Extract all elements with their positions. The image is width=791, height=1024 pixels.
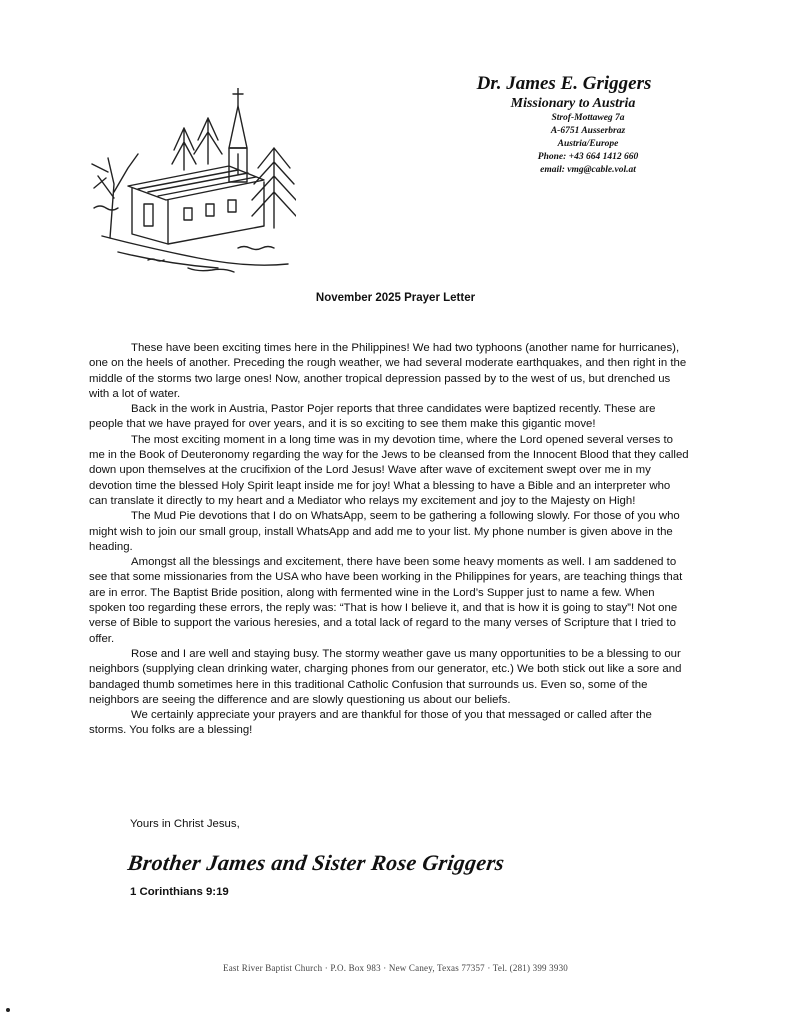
paragraph: Rose and I are well and staying busy. The stormy weather gave us many opportunities to be a blessing to our neighbors (supplying clean drinking water, charging phones from our generator, etc.) We both stick out like a sore and bandaged thumb sometimes here in this traditional Catholic Confusion that surrounds us. Even so, some of the neighbors are seeing the difference and are slowly questioning us about our beliefs. xyxy=(89,647,682,706)
scripture-reference: 1 Corinthians 9:19 xyxy=(130,886,229,898)
paragraph: The Mud Pie devotions that I do on WhatsApp, seem to be gathering a following slowly. For those of you who might wish to join our small group, install WhatsApp and add me to your list. My phone number is given above in the heading. xyxy=(89,510,680,553)
paragraph: These have been exciting times here in the Philippines! We had two typhoons (another name for hurricanes), one on the heels of another. Preceding the rough weather, we had several moderate earthquakes, and then right in the middle of the storms two large ones! Now, another tropical depression passed by to the west of us, but drenched us with a lot of water. xyxy=(89,342,687,400)
sender-role: Missionary to Austria xyxy=(510,96,636,111)
church-footer: East River Baptist Church · P.O. Box 983 · New Caney, Texas 77357 · Tel. (281) 399 3930 xyxy=(223,963,568,973)
email-address: email: vmg@cable.vol.at xyxy=(540,165,636,175)
paragraph: We certainly appreciate your prayers and are thankful for those of you that messaged or called after the storms. You folks are a blessing! xyxy=(89,709,652,737)
church-sketch-illustration xyxy=(88,88,296,274)
scan-mark xyxy=(6,1008,10,1012)
address-line-2: A-6751 Ausserbraz xyxy=(550,126,626,136)
paragraph: The most exciting moment in a long time was in my devotion time, where the Lord opened several verses to me in the Book of Deuteronomy regarding the way for the Jews to be cleansed from the Innocent Blood that they called down upon themselves at the crucifixion of the Lord Jesus! Wave after wave of excitement swept over me in my devotion time the blessed Holy Spirit leapt inside me for joy! What a blessing to have a Bible and an interpreter who can translate it directly to my heart and a Mediator who relays my excitement and joy to the Majesty on High! xyxy=(89,433,689,507)
letter-title: November 2025 Prayer Letter xyxy=(315,292,476,304)
sender-name: Dr. James E. Griggers xyxy=(476,73,652,94)
paragraph: Amongst all the blessings and excitement, there have been some heavy moments as well. I am saddened to see that some missionaries from the USA who have been working in the Philippines for years, are teaching things that are in error. The Baptist Bride position, along with fermented wine in the Lord’s Supper just to name a few. When spoken too regarding these errors, the reply was: “That is how I believe it, and that is how it is going to stay”! Not one verse of Bible to support the various heresies, and a total lack of regard to the many verses of Scripture that I tried to offer. xyxy=(89,556,683,645)
closing-salutation: Yours in Christ Jesus, xyxy=(130,818,240,830)
letterhead xyxy=(452,72,702,177)
handwritten-signature: Brother James and Sister Rose Griggers xyxy=(126,850,507,875)
phone-number: Phone: +43 664 1412 660 xyxy=(537,152,639,162)
letter-body xyxy=(89,341,689,739)
address-line-3: Austria/Europe xyxy=(557,139,619,149)
paragraph: Back in the work in Austria, Pastor Pojer reports that three candidates were baptized recently. These are people that we have prayed for over years, and it is so exciting to see them make this gigantic move! xyxy=(89,403,656,431)
address-line-1: Strof-Mottaweg 7a xyxy=(551,113,625,123)
